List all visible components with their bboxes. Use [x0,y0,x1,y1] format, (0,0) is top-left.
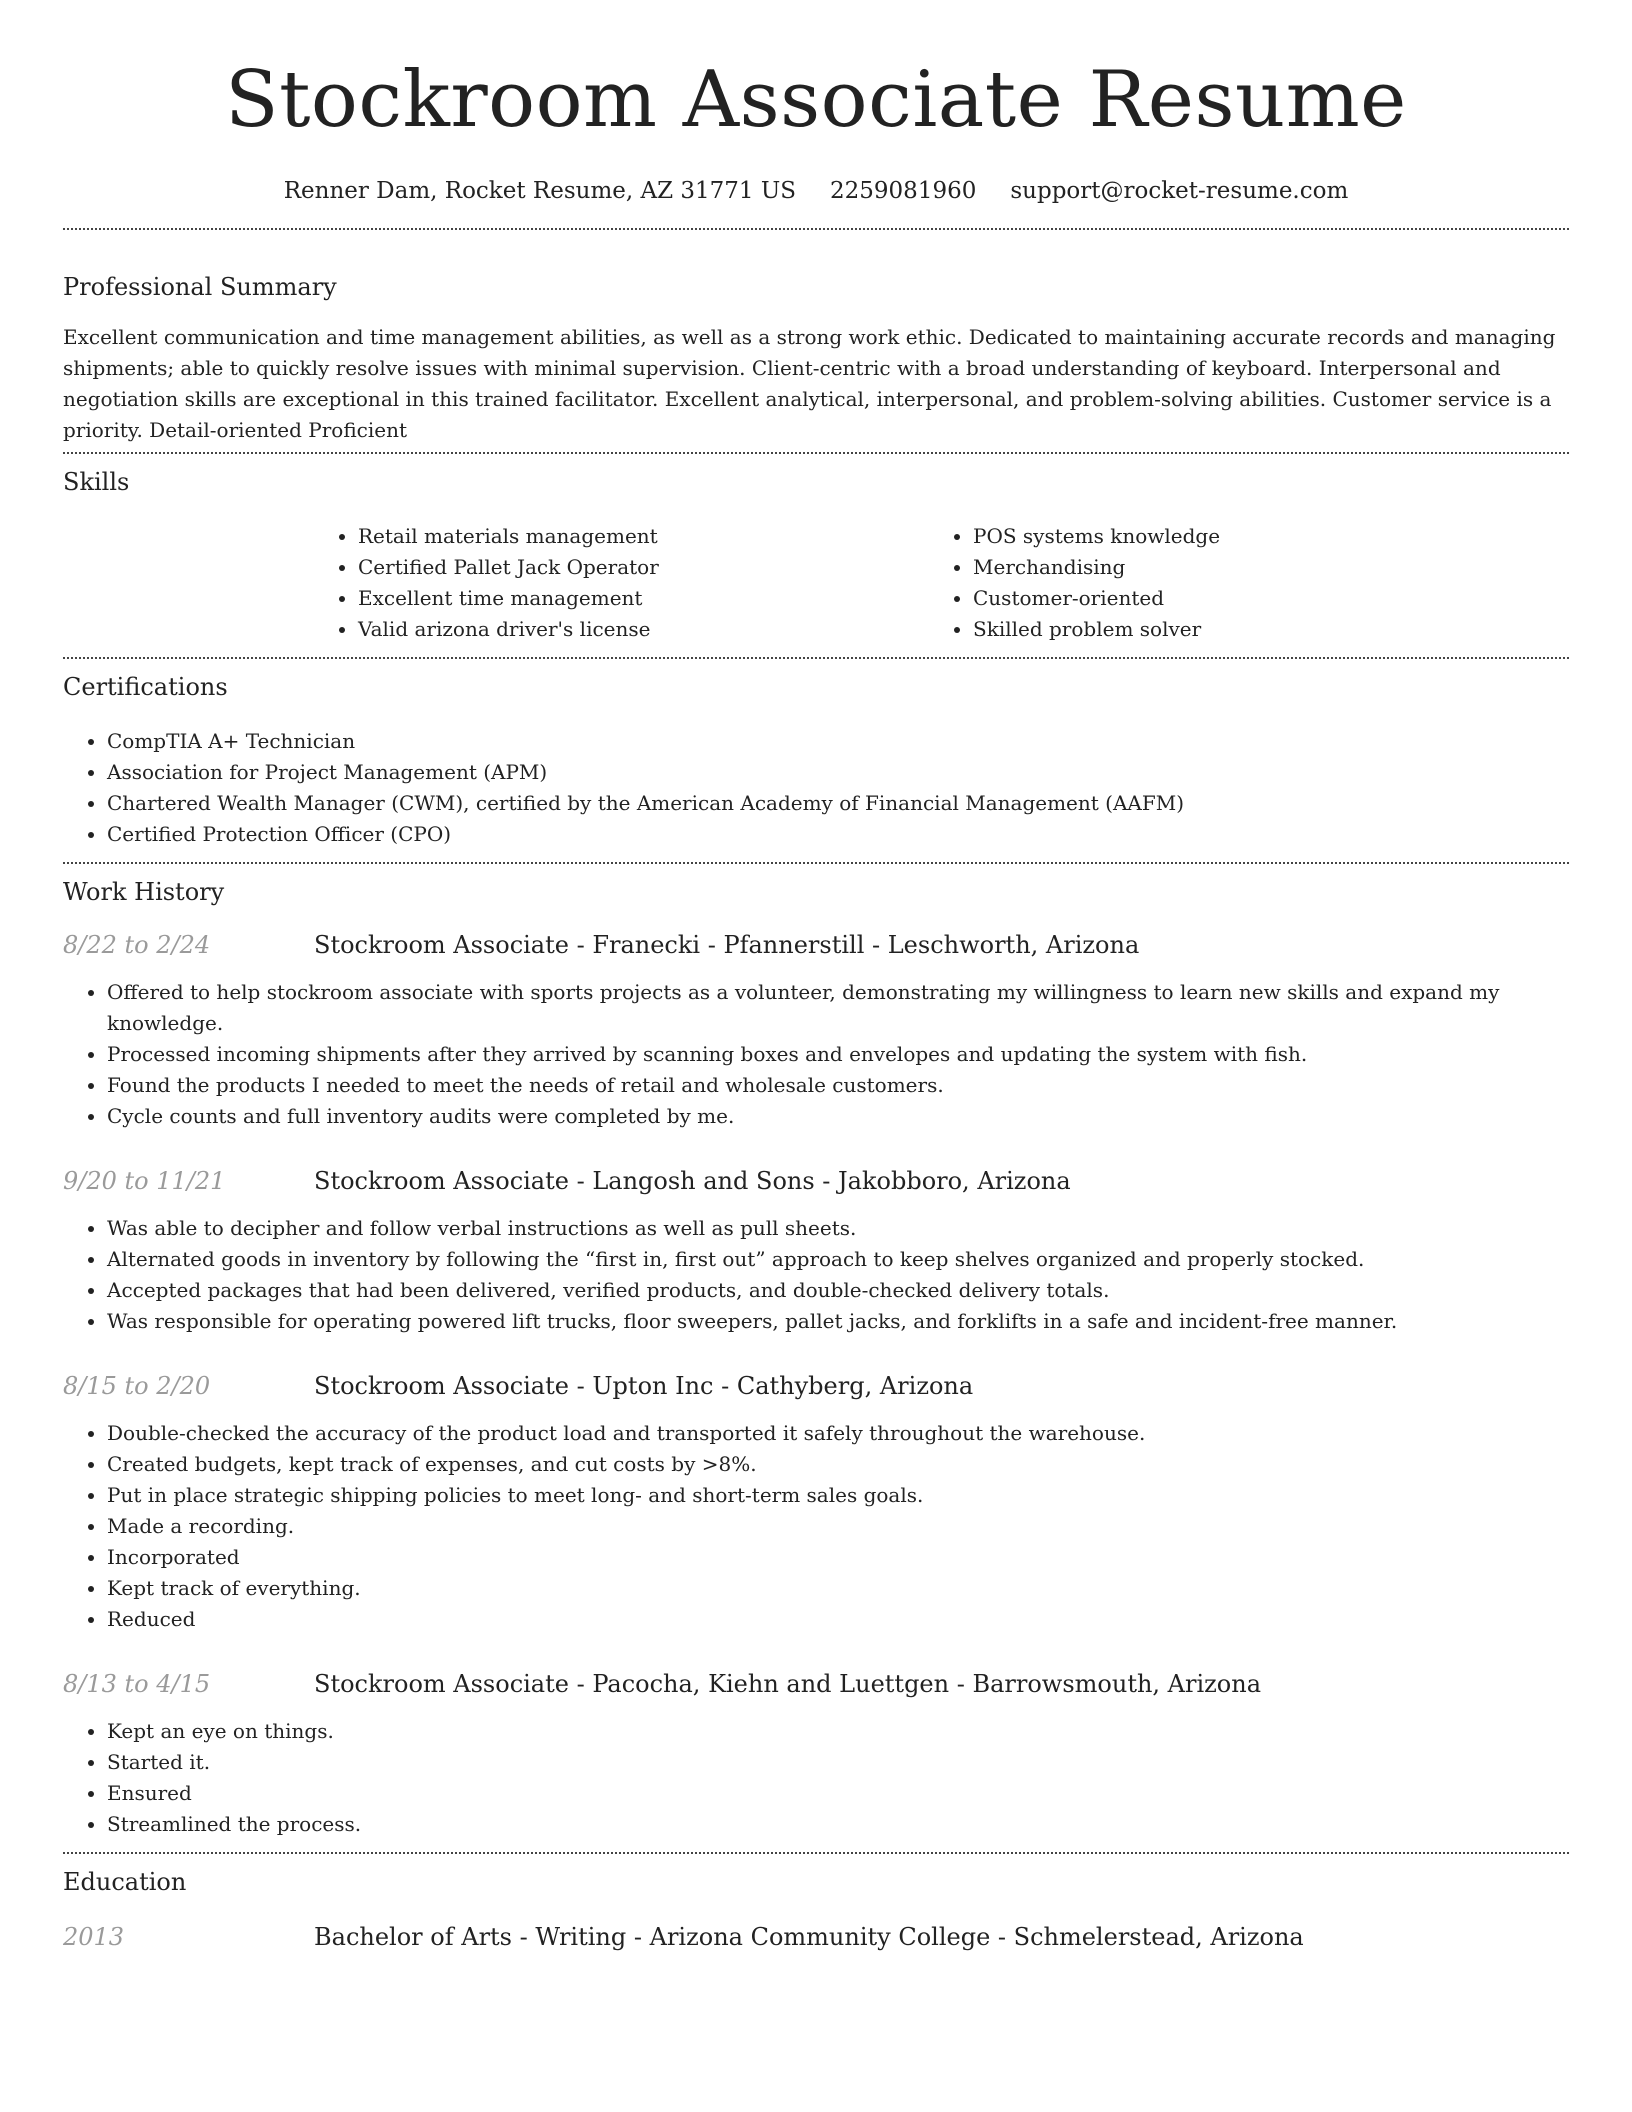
certifications-section [63,659,1569,850]
job-heading: Stockroom Associate - Langosh and Sons - Jakobboro, Arizona [314,1167,1071,1195]
job-header [63,1668,1569,1700]
list-item: • Certified Protection Officer (CPO) [107,819,1569,850]
education-section [63,1854,1569,1953]
list-item: • Cycle counts and full inventory audits were completed by me. [107,1101,1569,1132]
job-entry [63,1668,1569,1840]
job-dates: 8/13 to 4/15 [63,1670,211,1698]
summary-text: Excellent communication and time management abilities, as well as a strong work ethic. Dedicated to maintaining accurate records and managing shipments; able to quickly resolve issues with minimal supervision. Client-centric with a broad understanding of keyboard. Interpersonal and negotiation skills are exceptional in this trained facilitator. Excellent analytical, interpersonal, and problem-solving abilities. Customer service is a priority. Detail-oriented Proficient [63,325,1556,442]
skills-list-left [314,521,929,645]
list-item: • Customer-oriented [973,583,1569,614]
list-item: • Reduced [107,1604,1569,1635]
contact-phone: 2259081960 [830,178,977,204]
job-entry [63,1165,1569,1337]
job-bullets [63,977,1569,1132]
list-item: • Kept track of everything. [107,1573,1569,1604]
contact-email: support@rocket-resume.com [1010,178,1349,204]
list-item: • Ensured [107,1778,1569,1809]
job-header [63,1165,1569,1197]
section-title-education: Education [63,1868,187,1896]
education-degree: Bachelor of Arts - Writing - Arizona Community College - Schmelerstead, Arizona [314,1923,1304,1951]
list-item: • Association for Project Management (APM) [107,757,1569,788]
list-item: • Kept an eye on things. [107,1716,1569,1747]
skills-grid [314,521,1569,645]
skills-list-right [929,521,1569,645]
list-item: • Put in place strategic shipping policies to meet long- and short-term sales goals. [107,1480,1569,1511]
list-item: • Retail materials management [358,521,929,552]
job-heading: Stockroom Associate - Franecki - Pfannerstill - Leschworth, Arizona [314,931,1140,959]
job-dates: 9/20 to 11/21 [63,1167,226,1195]
summary-section [63,230,1569,446]
section-title-skills: Skills [63,468,130,496]
job-heading: Stockroom Associate - Pacocha, Kiehn and Luettgen - Barrowsmouth, Arizona [314,1670,1262,1698]
list-item: • Valid arizona driver's license [358,614,929,645]
list-item: • CompTIA A+ Technician [107,726,1569,757]
list-item: • Was able to decipher and follow verbal instructions as well as pull sheets. [107,1213,1569,1244]
list-item: • Double-checked the accuracy of the product load and transported it safely throughout the warehouse. [107,1418,1569,1449]
skills-section [63,454,1569,645]
work-history-section [63,864,1569,1840]
list-item: • Skilled problem solver [973,614,1569,645]
job-dates: 8/22 to 2/24 [63,931,211,959]
list-item: • Started it. [107,1747,1569,1778]
job-entry [63,1370,1569,1635]
section-title-summary: Professional Summary [63,273,337,301]
list-item: • Excellent time management [358,583,929,614]
list-item: • Certified Pallet Jack Operator [358,552,929,583]
list-item: • Merchandising [973,552,1569,583]
job-bullets [63,1418,1569,1635]
job-heading: Stockroom Associate - Upton Inc - Cathyberg, Arizona [314,1372,974,1400]
list-item: • Found the products I needed to meet the needs of retail and wholesale customers. [107,1070,1569,1101]
list-item: • Alternated goods in inventory by following the “first in, first out” approach to keep shelves organized and properly stocked. [107,1244,1569,1275]
list-item: • Created budgets, kept track of expenses, and cut costs by >8%. [107,1449,1569,1480]
education-entry [63,1921,1569,1953]
job-entry [63,929,1569,1132]
job-bullets [63,1716,1569,1840]
list-item: • Was responsible for operating powered lift trucks, floor sweepers, pallet jacks, and forklifts in a safe and incident-free manner. [107,1306,1569,1337]
list-item: • Chartered Wealth Manager (CWM), certified by the American Academy of Financial Management (AAFM) [107,788,1569,819]
certifications-list [63,726,1569,850]
list-item: • Incorporated [107,1542,1569,1573]
list-item: • Offered to help stockroom associate with sports projects as a volunteer, demonstrating my willingness to learn new skills and expand my knowledge. [107,977,1569,1039]
section-title-work-history: Work History [63,878,225,906]
job-header [63,929,1569,961]
contact-line [63,176,1569,206]
job-dates: 8/15 to 2/20 [63,1372,211,1400]
education-year: 2013 [63,1923,125,1951]
list-item: • Processed incoming shipments after they arrived by scanning boxes and envelopes and updating the system with fish. [107,1039,1569,1070]
list-item: • Streamlined the process. [107,1809,1569,1840]
section-title-certifications: Certifications [63,673,228,701]
list-item: • Made a recording. [107,1511,1569,1542]
resume-title: Stockroom Associate Resume [225,55,1407,145]
contact-address: Renner Dam, Rocket Resume, AZ 31771 US [283,178,797,204]
job-bullets [63,1213,1569,1337]
list-item: • Accepted packages that had been delivered, verified products, and double-checked delivery totals. [107,1275,1569,1306]
list-item: • POS systems knowledge [973,521,1569,552]
job-header [63,1370,1569,1402]
